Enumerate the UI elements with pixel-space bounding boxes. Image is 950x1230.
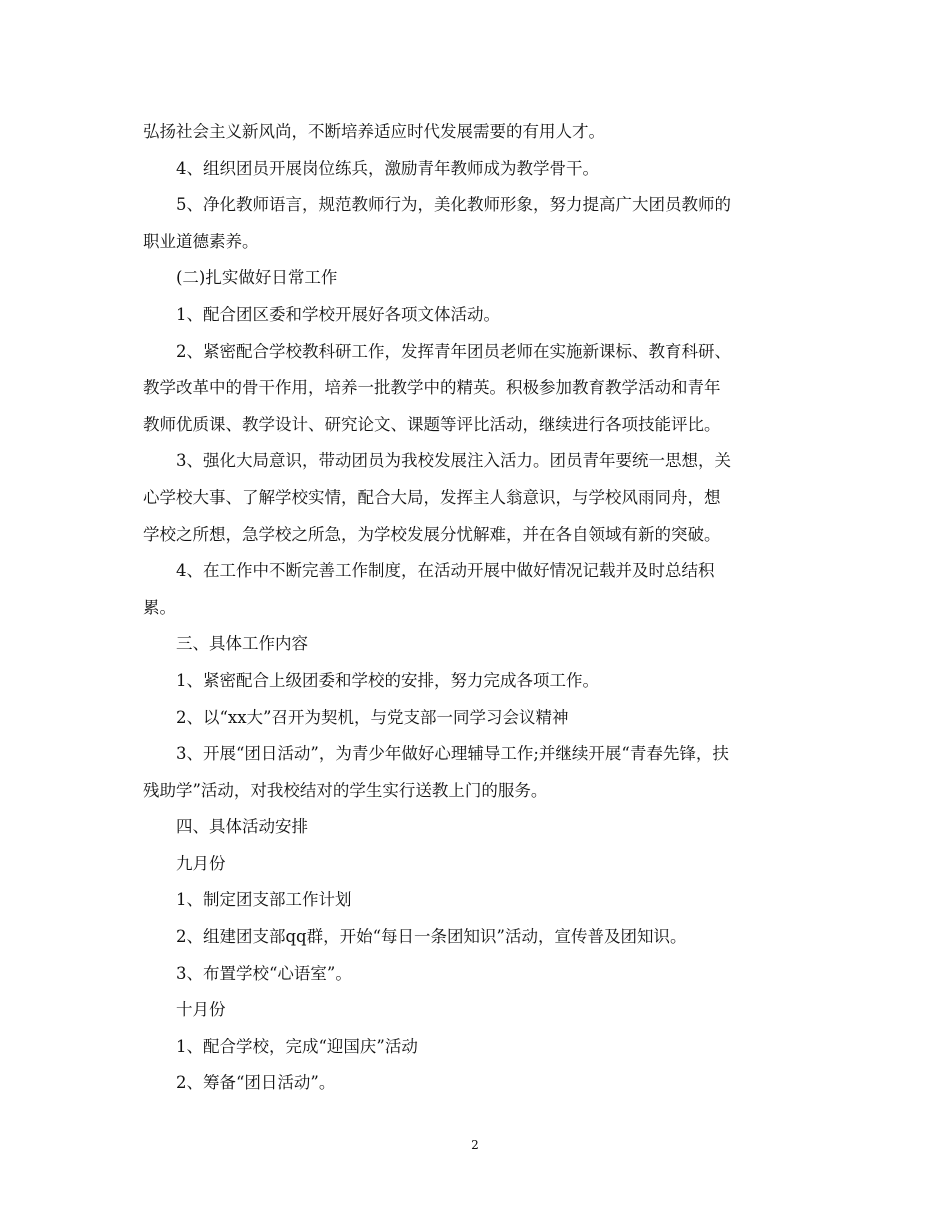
text-line: 1、紧密配合上级团委和学校的安排，努力完成各项工作。 xyxy=(176,670,599,690)
text-line: 3、布置学校“心语室”。 xyxy=(176,963,352,983)
text-line: 四、具体活动安排 xyxy=(176,817,308,837)
text-line: 5、净化教师语言，规范教师行为，美化教师形象，努力提高广大团员教师的 xyxy=(176,195,731,215)
text-line: 2、以“xx大”召开为契机，与党支部一同学习会议精神 xyxy=(176,707,569,727)
text-line: 3、开展“团日活动”，为青少年做好心理辅导工作;并继续开展“青春先锋，扶 xyxy=(176,744,729,764)
text-line: 残助学”活动，对我校结对的学生实行送教上门的服务。 xyxy=(143,780,548,800)
text-line: 职业道德素养。 xyxy=(143,231,259,251)
text-line: 累。 xyxy=(143,597,176,617)
text-line: 教师优质课、教学设计、研究论文、课题等评比活动，继续进行各项技能评比。 xyxy=(143,414,721,434)
text-line: 三、具体工作内容 xyxy=(176,634,308,654)
text-line: 2、筹备“团日活动”。 xyxy=(176,1073,336,1093)
text-line: 学校之所想，急学校之所急，为学校发展分忧解难，并在各自领域有新的突破。 xyxy=(143,524,721,544)
text-line: 4、组织团员开展岗位练兵，激励青年教师成为教学骨干。 xyxy=(176,158,599,178)
text-line: 教学改革中的骨干作用，培养一批教学中的精英。积极参加教育教学活动和青年 xyxy=(143,378,721,398)
text-line: 2、紧密配合学校教科研工作，发挥青年团员老师在实施新课标、教育科研、 xyxy=(176,341,731,361)
text-line: 1、配合学校，完成“迎国庆”活动 xyxy=(176,1036,418,1056)
text-line: (二)扎实做好日常工作 xyxy=(176,268,338,288)
text-line: 弘扬社会主义新风尚，不断培养适应时代发展需要的有用人才。 xyxy=(143,122,605,141)
text-line: 十月份 xyxy=(176,1000,226,1020)
text-line: 九月份 xyxy=(176,853,226,873)
text-line: 心学校大事、了解学校实情，配合大局，发挥主人翁意识，与学校风雨同舟，想 xyxy=(143,487,721,507)
text-line: 1、配合团区委和学校开展好各项文体活动。 xyxy=(176,304,500,324)
text-line: 1、制定团支部工作计划 xyxy=(176,890,352,910)
text-line: 3、强化大局意识，带动团员为我校发展注入活力。团员青年要统一思想，关 xyxy=(176,451,731,471)
text-line: 4、在工作中不断完善工作制度，在活动开展中做好情况记载并及时总结积 xyxy=(176,561,715,581)
text-line: 2、组建团支部qq群，开始“每日一条团知识”活动，宣传普及团知识。 xyxy=(176,927,687,947)
page-number: 2 xyxy=(471,1138,479,1152)
document-body xyxy=(143,114,811,1102)
